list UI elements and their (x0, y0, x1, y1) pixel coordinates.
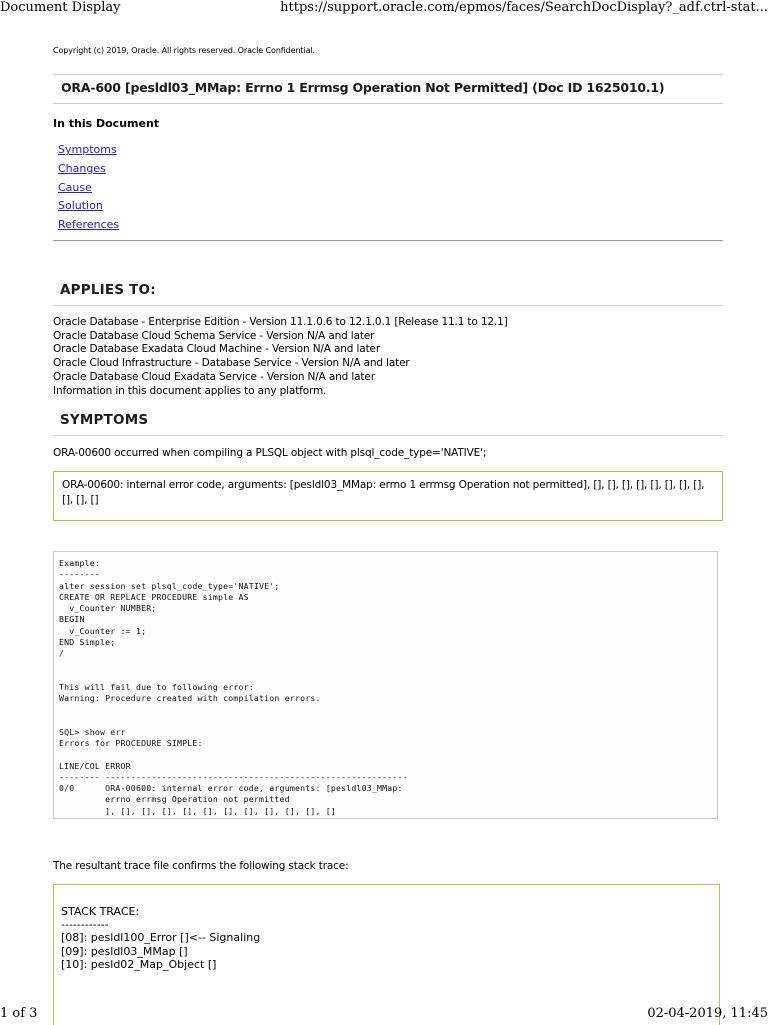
code-example: Example: -------- alter session set plsql_code_type='NATIVE'; CREATE OR REPLACE PROCEDURE simple AS v_Counter NUMBER; BEGIN v_Counter := 1; END Simple; / This will fail due to following error: Warning: Procedure created with compilation errors. SQL> show err Errors for PROCEDURE SIMPLE: LINE/COL ERROR -------- ----------------------------------------------------------- 0/0 ORA-00600: internal error code, arguments: [pesldl03_MMap: errno errmsg Operation not permitted ], [], [], [], [], [], [], [], [], [], [], [] (59, 558, 408, 816)
page-number: 1 of 3 (0, 1006, 38, 1021)
copyright-notice: Copyright (c) 2019, Oracle. All rights reserved. Oracle Confidential. (53, 46, 315, 55)
applies-to-heading-bar (53, 281, 723, 306)
stack-trace-line: [09]: pesldl03_MMap [] (61, 944, 188, 958)
symptoms-heading-bar (53, 411, 723, 436)
toc-divider (53, 240, 723, 241)
toc-link-changes[interactable]: Changes (58, 161, 106, 175)
error-message-box: ORA-00600: internal error code, arguments: [pesldl03_MMap: errno 1 errmsg Operation not permitted], [], [], [], [], [], [], [], [], [], [], [] (53, 471, 723, 521)
print-datetime: 02-04-2019, 11:45 (647, 1006, 768, 1021)
document-title: ORA-600 [pesldl03_MMap: Errno 1 Errmsg Operation Not Permitted] (Doc ID 1625010.1) (61, 80, 665, 95)
print-header (0, 0, 768, 18)
stack-trace-line: STACK TRACE: (61, 905, 140, 918)
toc-link-solution[interactable]: Solution (58, 199, 103, 213)
toc-link-references[interactable]: References (58, 218, 120, 232)
applies-to-line: Oracle Database Cloud Exadata Service - Version N/A and later (53, 370, 375, 383)
print-header-title: Document Display (0, 0, 121, 15)
applies-to-line: Oracle Database Cloud Schema Service - Version N/A and later (53, 329, 375, 342)
toc-link-symptoms[interactable]: Symptoms (58, 143, 117, 156)
applies-to-line: Information in this document applies to any platform. (53, 384, 327, 397)
stack-trace-line: [08]: pesldl100_Error []<-- Signaling (61, 931, 261, 945)
toc-link-cause[interactable]: Cause (58, 180, 92, 194)
table-of-contents (58, 143, 119, 237)
in-this-document-label: In this Document (53, 117, 160, 130)
trace-intro: The resultant trace file confirms the following stack trace: (53, 860, 349, 872)
code-example-box (53, 551, 718, 819)
symptoms-intro: ORA-00600 occurred when compiling a PLSQL object with plsql_code_type='NATIVE'; (53, 447, 487, 459)
applies-to-heading: APPLIES TO: (60, 282, 156, 298)
print-header-url: https://support.oracle.com/epmos/faces/SearchDocDisplay?_adf.ctrl-stat... (280, 0, 768, 15)
applies-to-line: Oracle Database - Enterprise Edition - Version 11.1.0.6 to 12.1.0.1 [Release 11.1 to 12.1] (53, 316, 508, 328)
document-title-bar (53, 74, 723, 104)
applies-to-list (53, 316, 508, 398)
stack-trace-line: ------------ (61, 918, 109, 932)
applies-to-line: Oracle Cloud Infrastructure - Database Service - Version N/A and later (53, 357, 410, 370)
stack-trace-line: [10]: pesld02_Map_Object [] (61, 957, 217, 971)
symptoms-heading: SYMPTOMS (60, 412, 149, 428)
print-footer (0, 1004, 768, 1024)
applies-to-line: Oracle Database Exadata Cloud Machine - Version N/A and later (53, 343, 381, 356)
